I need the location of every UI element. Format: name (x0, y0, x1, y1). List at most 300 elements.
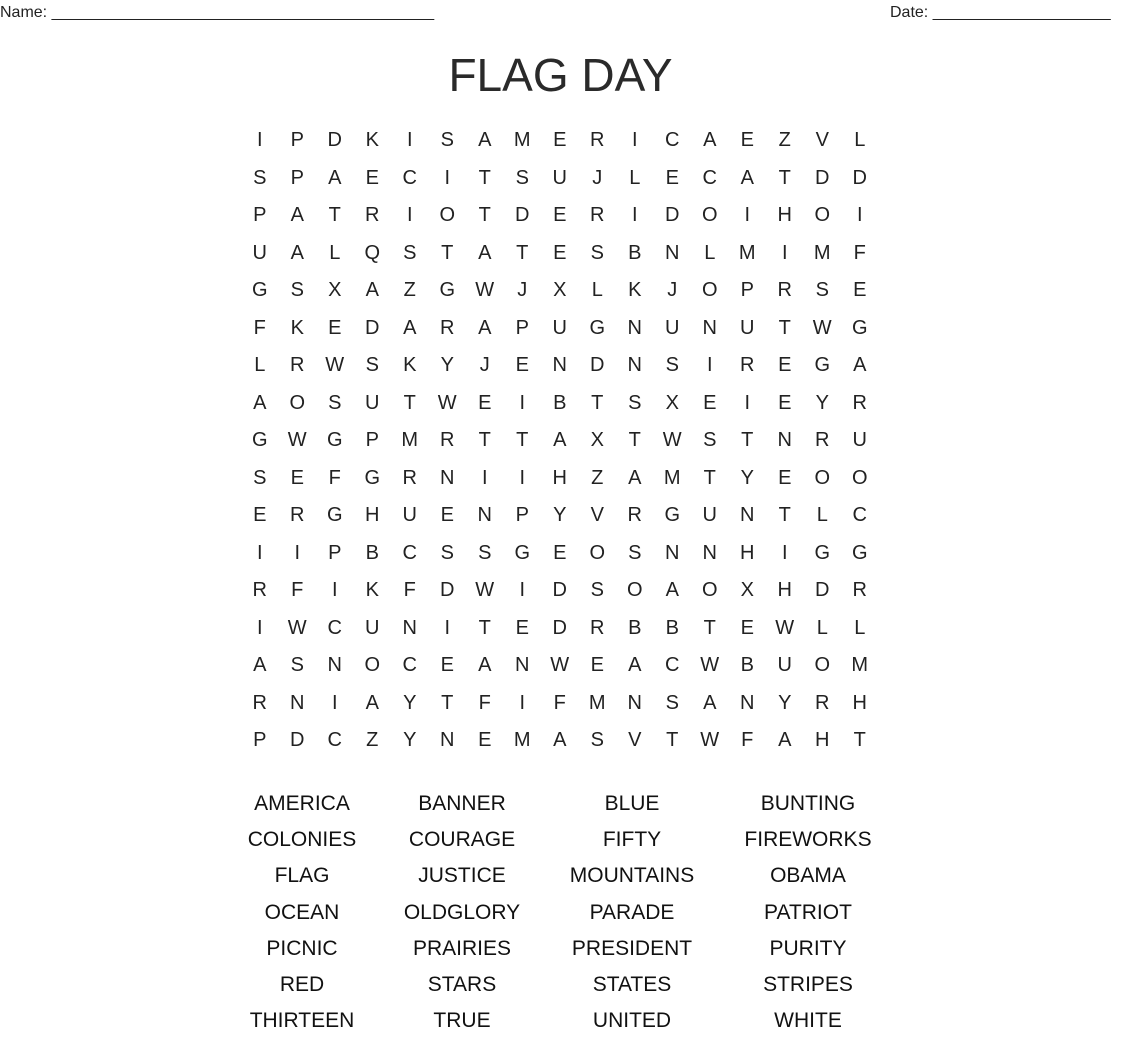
grid-letter[interactable]: U (740, 316, 755, 339)
grid-row (241, 122, 879, 160)
grid-letter[interactable]: D (665, 204, 680, 227)
grid-letter[interactable]: W (437, 391, 457, 414)
grid-letter[interactable]: D (290, 729, 305, 752)
grid-letter[interactable]: Y (403, 691, 417, 714)
grid-letter[interactable]: F (853, 241, 866, 264)
letter-grid (241, 122, 879, 760)
grid-letter[interactable]: L (704, 241, 716, 264)
grid-letter[interactable]: I (706, 354, 713, 377)
grid-letter[interactable]: Z (778, 129, 791, 152)
grid-letter[interactable]: O (701, 279, 718, 302)
grid-letter[interactable]: D (852, 166, 867, 189)
grid-letter[interactable]: W (287, 616, 307, 639)
grid-letter[interactable]: C (665, 129, 680, 152)
grid-letter[interactable]: I (744, 391, 751, 414)
grid-letter[interactable]: E (290, 466, 304, 489)
grid-letter[interactable]: N (515, 654, 530, 677)
grid-letter[interactable]: X (665, 391, 679, 414)
grid-letter[interactable]: F (553, 691, 566, 714)
grid-letter[interactable]: G (251, 429, 268, 452)
grid-letter[interactable]: A (478, 316, 492, 339)
grid-letter[interactable]: E (440, 654, 454, 677)
grid-letter[interactable]: T (591, 391, 604, 414)
grid-letter[interactable]: I (856, 204, 863, 227)
grid-letter[interactable]: B (628, 241, 642, 264)
grid-letter[interactable]: D (515, 204, 530, 227)
grid-letter[interactable]: V (815, 129, 829, 152)
grid-letter[interactable]: W (700, 654, 720, 677)
grid-letter[interactable]: K (403, 354, 417, 377)
grid-letter[interactable]: T (741, 429, 754, 452)
grid-letter[interactable]: N (552, 354, 567, 377)
grid-letter[interactable]: Y (740, 466, 754, 489)
grid-letter[interactable]: I (519, 691, 526, 714)
grid-letter[interactable]: M (513, 129, 531, 152)
grid-letter[interactable]: T (441, 241, 454, 264)
grid-letter[interactable]: E (553, 241, 567, 264)
grid-letter[interactable]: R (440, 316, 455, 339)
grid-letter[interactable]: Q (364, 241, 381, 264)
grid-letter[interactable]: S (290, 654, 304, 677)
grid-letter[interactable]: S (815, 279, 829, 302)
grid-letter[interactable]: O (439, 204, 456, 227)
grid-letter[interactable]: R (290, 504, 305, 527)
grid-letter[interactable]: P (515, 316, 529, 339)
grid-letter[interactable]: Z (403, 279, 416, 302)
grid-letter[interactable]: E (515, 354, 529, 377)
grid-letter[interactable]: S (590, 579, 604, 602)
grid-letter[interactable]: T (516, 241, 529, 264)
grid-letter[interactable]: A (553, 429, 567, 452)
grid-letter[interactable]: A (328, 166, 342, 189)
grid-letter[interactable]: S (290, 279, 304, 302)
grid-letter[interactable]: C (327, 616, 342, 639)
grid-letter[interactable]: O (364, 654, 381, 677)
grid-letter[interactable]: F (291, 579, 304, 602)
grid-letter[interactable]: A (703, 691, 717, 714)
grid-letter[interactable]: L (591, 279, 603, 302)
grid-letter[interactable]: P (253, 204, 267, 227)
grid-letter[interactable]: U (552, 316, 567, 339)
grid-letter[interactable]: R (590, 129, 605, 152)
grid-letter[interactable]: A (478, 241, 492, 264)
grid-letter[interactable]: R (402, 466, 417, 489)
grid-letter[interactable]: A (665, 579, 679, 602)
grid-letter[interactable]: H (852, 691, 867, 714)
grid-letter[interactable]: S (515, 166, 529, 189)
grid-letter[interactable]: N (327, 654, 342, 677)
grid-letter[interactable]: E (853, 279, 867, 302)
grid-letter[interactable]: A (253, 391, 267, 414)
grid-letter[interactable]: F (253, 316, 266, 339)
grid-letter[interactable]: R (590, 204, 605, 227)
grid-letter[interactable]: O (701, 204, 718, 227)
grid-letter[interactable]: U (702, 504, 717, 527)
grid-letter[interactable]: L (854, 616, 866, 639)
grid-letter[interactable]: C (665, 654, 680, 677)
name-field[interactable]: Name: ___________________________________________ (0, 4, 435, 21)
grid-row (241, 460, 879, 498)
grid-letter[interactable]: I (631, 204, 638, 227)
grid-letter[interactable]: G (326, 429, 343, 452)
grid-letter[interactable]: K (365, 129, 379, 152)
grid-letter[interactable]: A (478, 654, 492, 677)
grid-letter[interactable]: G (251, 279, 268, 302)
grid-letter[interactable]: P (515, 504, 529, 527)
grid-letter[interactable]: R (627, 504, 642, 527)
grid-letter[interactable]: W (475, 579, 495, 602)
grid-letter[interactable]: E (740, 616, 754, 639)
grid-letter[interactable]: I (781, 541, 788, 564)
grid-letter[interactable]: D (327, 129, 342, 152)
grid-letter[interactable]: I (519, 391, 526, 414)
grid-letter[interactable]: E (553, 204, 567, 227)
grid-letter[interactable]: Y (553, 504, 567, 527)
grid-letter[interactable]: R (440, 429, 455, 452)
grid-letter[interactable]: U (402, 504, 417, 527)
grid-letter[interactable]: V (590, 504, 604, 527)
grid-letter[interactable]: G (364, 466, 381, 489)
grid-letter[interactable]: T (441, 691, 454, 714)
grid-letter[interactable]: Y (440, 354, 454, 377)
grid-letter[interactable]: E (253, 504, 267, 527)
grid-letter[interactable]: T (478, 166, 491, 189)
grid-letter[interactable]: I (294, 541, 301, 564)
grid-letter[interactable]: N (440, 466, 455, 489)
grid-letter[interactable]: N (627, 691, 642, 714)
grid-letter[interactable]: Y (815, 391, 829, 414)
word-bank-item: PARADE (589, 900, 675, 924)
grid-letter[interactable]: G (514, 541, 531, 564)
grid-letter[interactable]: T (703, 466, 716, 489)
grid-letter[interactable]: A (403, 316, 417, 339)
grid-letter[interactable]: K (290, 316, 304, 339)
grid-letter[interactable]: E (778, 466, 792, 489)
grid-letter[interactable]: A (365, 279, 379, 302)
grid-letter[interactable]: E (665, 166, 679, 189)
grid-letter[interactable]: M (588, 691, 606, 714)
grid-letter[interactable]: S (665, 691, 679, 714)
word-bank-item: STARS (427, 972, 497, 996)
grid-letter[interactable]: P (253, 729, 267, 752)
grid-letter[interactable]: G (326, 504, 343, 527)
grid-letter[interactable]: H (777, 204, 792, 227)
word-bank-item: COURAGE (408, 828, 516, 852)
grid-letter[interactable]: E (703, 391, 717, 414)
grid-letter[interactable]: A (253, 654, 267, 677)
grid-letter[interactable]: A (478, 129, 492, 152)
grid-letter[interactable]: E (478, 391, 492, 414)
grid-letter[interactable]: S (440, 541, 454, 564)
grid-letter[interactable]: J (667, 279, 678, 302)
grid-letter[interactable]: H (740, 541, 755, 564)
grid-letter[interactable]: V (628, 729, 642, 752)
grid-letter[interactable]: G (439, 279, 456, 302)
grid-letter[interactable]: O (814, 654, 831, 677)
grid-letter[interactable]: R (290, 354, 305, 377)
grid-letter[interactable]: O (289, 391, 306, 414)
grid-letter[interactable]: B (365, 541, 379, 564)
grid-letter[interactable]: R (365, 204, 380, 227)
grid-letter[interactable]: T (478, 429, 491, 452)
grid-letter[interactable]: N (740, 691, 755, 714)
grid-letter[interactable]: A (628, 654, 642, 677)
grid-letter[interactable]: J (517, 279, 528, 302)
grid-letter[interactable]: L (816, 616, 828, 639)
grid-letter[interactable]: X (328, 279, 342, 302)
grid-letter[interactable]: I (331, 691, 338, 714)
grid-letter[interactable]: S (665, 354, 679, 377)
grid-letter[interactable]: T (328, 204, 341, 227)
grid-letter[interactable]: E (440, 504, 454, 527)
grid-letter[interactable]: I (519, 466, 526, 489)
grid-letter[interactable]: O (851, 466, 868, 489)
grid-letter[interactable]: S (703, 429, 717, 452)
grid-letter[interactable]: X (740, 579, 754, 602)
grid-letter[interactable]: I (444, 616, 451, 639)
grid-letter[interactable]: L (854, 129, 866, 152)
grid-letter[interactable]: A (365, 691, 379, 714)
grid-letter[interactable]: T (628, 429, 641, 452)
grid-letter[interactable]: T (666, 729, 679, 752)
grid-letter[interactable]: H (365, 504, 380, 527)
grid-letter[interactable]: I (331, 579, 338, 602)
grid-letter[interactable]: I (256, 541, 263, 564)
grid-letter[interactable]: W (287, 429, 307, 452)
grid-letter[interactable]: Z (366, 729, 379, 752)
grid-letter[interactable]: F (328, 466, 341, 489)
grid-letter[interactable]: G (589, 316, 606, 339)
grid-letter[interactable]: E (328, 316, 342, 339)
grid-letter[interactable]: U (365, 391, 380, 414)
grid-letter[interactable]: U (365, 616, 380, 639)
grid-letter[interactable]: S (365, 354, 379, 377)
grid-letter[interactable]: M (663, 466, 681, 489)
grid-letter[interactable]: A (290, 204, 304, 227)
grid-letter[interactable]: S (403, 241, 417, 264)
grid-letter[interactable]: D (590, 354, 605, 377)
grid-letter[interactable]: W (700, 729, 720, 752)
grid-letter[interactable]: L (629, 166, 641, 189)
grid-letter[interactable]: C (402, 541, 417, 564)
grid-letter[interactable]: R (590, 616, 605, 639)
grid-letter[interactable]: H (552, 466, 567, 489)
grid-letter[interactable]: D (552, 579, 567, 602)
grid-letter[interactable]: R (740, 354, 755, 377)
grid-letter[interactable]: B (553, 391, 567, 414)
grid-letter[interactable]: T (516, 429, 529, 452)
grid-letter[interactable]: N (440, 729, 455, 752)
grid-letter[interactable]: P (740, 279, 754, 302)
grid-letter[interactable]: F (741, 729, 754, 752)
grid-letter[interactable]: M (851, 654, 869, 677)
grid-letter[interactable]: S (253, 466, 267, 489)
grid-letter[interactable]: T (778, 504, 791, 527)
grid-letter[interactable]: E (778, 391, 792, 414)
grid-letter[interactable]: N (665, 541, 680, 564)
grid-letter[interactable]: A (553, 729, 567, 752)
grid-letter[interactable]: E (478, 729, 492, 752)
grid-letter[interactable]: B (740, 654, 754, 677)
grid-letter[interactable]: N (702, 316, 717, 339)
grid-letter[interactable]: J (479, 354, 490, 377)
grid-letter[interactable]: D (815, 166, 830, 189)
grid-letter[interactable]: U (665, 316, 680, 339)
grid-letter[interactable]: S (628, 541, 642, 564)
grid-letter[interactable]: G (851, 541, 868, 564)
grid-letter[interactable]: S (590, 241, 604, 264)
grid-letter[interactable]: O (701, 579, 718, 602)
grid-letter[interactable]: K (628, 279, 642, 302)
grid-letter[interactable]: O (589, 541, 606, 564)
grid-letter[interactable]: N (627, 316, 642, 339)
grid-letter[interactable]: D (365, 316, 380, 339)
grid-letter[interactable]: I (444, 166, 451, 189)
grid-letter[interactable]: E (553, 129, 567, 152)
grid-letter[interactable]: U (777, 654, 792, 677)
grid-letter[interactable]: R (252, 579, 267, 602)
grid-letter[interactable]: N (740, 504, 755, 527)
grid-letter[interactable]: U (852, 429, 867, 452)
grid-letter[interactable]: U (252, 241, 267, 264)
grid-letter[interactable]: A (628, 466, 642, 489)
grid-letter[interactable]: F (478, 691, 491, 714)
grid-letter[interactable]: J (592, 166, 603, 189)
grid-letter[interactable]: H (815, 729, 830, 752)
grid-letter[interactable]: N (290, 691, 305, 714)
grid-letter[interactable]: P (290, 166, 304, 189)
grid-letter[interactable]: O (814, 466, 831, 489)
grid-letter[interactable]: Y (403, 729, 417, 752)
grid-letter[interactable]: I (744, 204, 751, 227)
grid-letter[interactable]: R (852, 391, 867, 414)
grid-letter[interactable]: T (853, 729, 866, 752)
grid-letter[interactable]: S (253, 166, 267, 189)
grid-letter[interactable]: T (478, 616, 491, 639)
grid-row (241, 497, 879, 535)
grid-letter[interactable]: S (628, 391, 642, 414)
grid-letter[interactable]: I (631, 129, 638, 152)
grid-letter[interactable]: I (256, 616, 263, 639)
grid-letter[interactable]: X (553, 279, 567, 302)
grid-letter[interactable]: R (777, 279, 792, 302)
grid-letter[interactable]: R (852, 579, 867, 602)
grid-letter[interactable]: R (815, 429, 830, 452)
date-field[interactable]: Date: ____________________ (890, 4, 1111, 21)
grid-letter[interactable]: W (475, 279, 495, 302)
grid-letter[interactable]: R (815, 691, 830, 714)
grid-letter[interactable]: D (815, 579, 830, 602)
grid-letter[interactable]: A (703, 129, 717, 152)
grid-letter[interactable]: W (550, 654, 570, 677)
grid-letter[interactable]: P (328, 541, 342, 564)
grid-letter[interactable]: M (813, 241, 831, 264)
grid-letter[interactable]: M (513, 729, 531, 752)
grid-letter[interactable]: B (628, 616, 642, 639)
grid-letter[interactable]: T (403, 391, 416, 414)
grid-letter[interactable]: N (477, 504, 492, 527)
grid-letter[interactable]: F (403, 579, 416, 602)
grid-letter[interactable]: U (552, 166, 567, 189)
grid-letter[interactable]: I (406, 204, 413, 227)
grid-letter[interactable]: I (519, 579, 526, 602)
grid-letter[interactable]: R (252, 691, 267, 714)
grid-letter[interactable]: D (440, 579, 455, 602)
grid-letter[interactable]: W (662, 429, 682, 452)
grid-letter[interactable]: O (814, 204, 831, 227)
grid-letter[interactable]: Z (591, 466, 604, 489)
grid-letter[interactable]: C (702, 166, 717, 189)
grid-letter[interactable]: S (478, 541, 492, 564)
grid-letter[interactable]: L (254, 354, 266, 377)
grid-letter[interactable]: N (777, 429, 792, 452)
grid-letter[interactable]: X (590, 429, 604, 452)
grid-letter[interactable]: K (365, 579, 379, 602)
grid-letter[interactable]: I (481, 466, 488, 489)
grid-letter[interactable]: E (778, 354, 792, 377)
grid-letter[interactable]: C (852, 504, 867, 527)
grid-letter[interactable]: I (781, 241, 788, 264)
grid-letter[interactable]: W (775, 616, 795, 639)
grid-letter[interactable]: E (740, 129, 754, 152)
grid-letter[interactable]: S (590, 729, 604, 752)
grid-letter[interactable]: M (401, 429, 419, 452)
grid-letter[interactable]: T (778, 166, 791, 189)
grid-letter[interactable]: W (812, 316, 832, 339)
grid-letter[interactable]: T (778, 316, 791, 339)
grid-letter[interactable]: S (440, 129, 454, 152)
grid-letter[interactable]: C (402, 654, 417, 677)
word-bank-item: WHITE (774, 1009, 842, 1033)
grid-letter[interactable]: P (290, 129, 304, 152)
grid-letter[interactable]: L (816, 504, 828, 527)
grid-letter[interactable]: A (778, 729, 792, 752)
grid-letter[interactable]: P (365, 429, 379, 452)
grid-letter[interactable]: C (402, 166, 417, 189)
grid-letter[interactable]: M (738, 241, 756, 264)
grid-letter[interactable]: A (853, 354, 867, 377)
word-bank-item: THIRTEEN (249, 1009, 355, 1033)
grid-letter[interactable]: N (702, 541, 717, 564)
grid-letter[interactable]: G (814, 354, 831, 377)
grid-letter[interactable]: I (406, 129, 413, 152)
grid-letter[interactable]: E (365, 166, 379, 189)
grid-letter[interactable]: G (814, 541, 831, 564)
grid-letter[interactable]: N (402, 616, 417, 639)
grid-letter[interactable]: N (627, 354, 642, 377)
grid-letter[interactable]: Y (778, 691, 792, 714)
grid-letter[interactable]: N (665, 241, 680, 264)
grid-letter[interactable]: D (552, 616, 567, 639)
grid-letter[interactable]: I (256, 129, 263, 152)
grid-letter[interactable]: A (290, 241, 304, 264)
grid-letter[interactable]: G (664, 504, 681, 527)
grid-letter[interactable]: G (851, 316, 868, 339)
grid-letter[interactable]: O (626, 579, 643, 602)
grid-letter[interactable]: W (325, 354, 345, 377)
grid-letter[interactable]: H (777, 579, 792, 602)
grid-letter[interactable]: E (590, 654, 604, 677)
grid-letter[interactable]: B (665, 616, 679, 639)
grid-letter[interactable]: T (703, 616, 716, 639)
grid-letter[interactable]: S (328, 391, 342, 414)
grid-letter[interactable]: E (515, 616, 529, 639)
grid-letter[interactable]: L (329, 241, 341, 264)
grid-letter[interactable]: A (740, 166, 754, 189)
grid-letter[interactable]: T (478, 204, 491, 227)
grid-letter[interactable]: C (327, 729, 342, 752)
grid-letter[interactable]: E (553, 541, 567, 564)
